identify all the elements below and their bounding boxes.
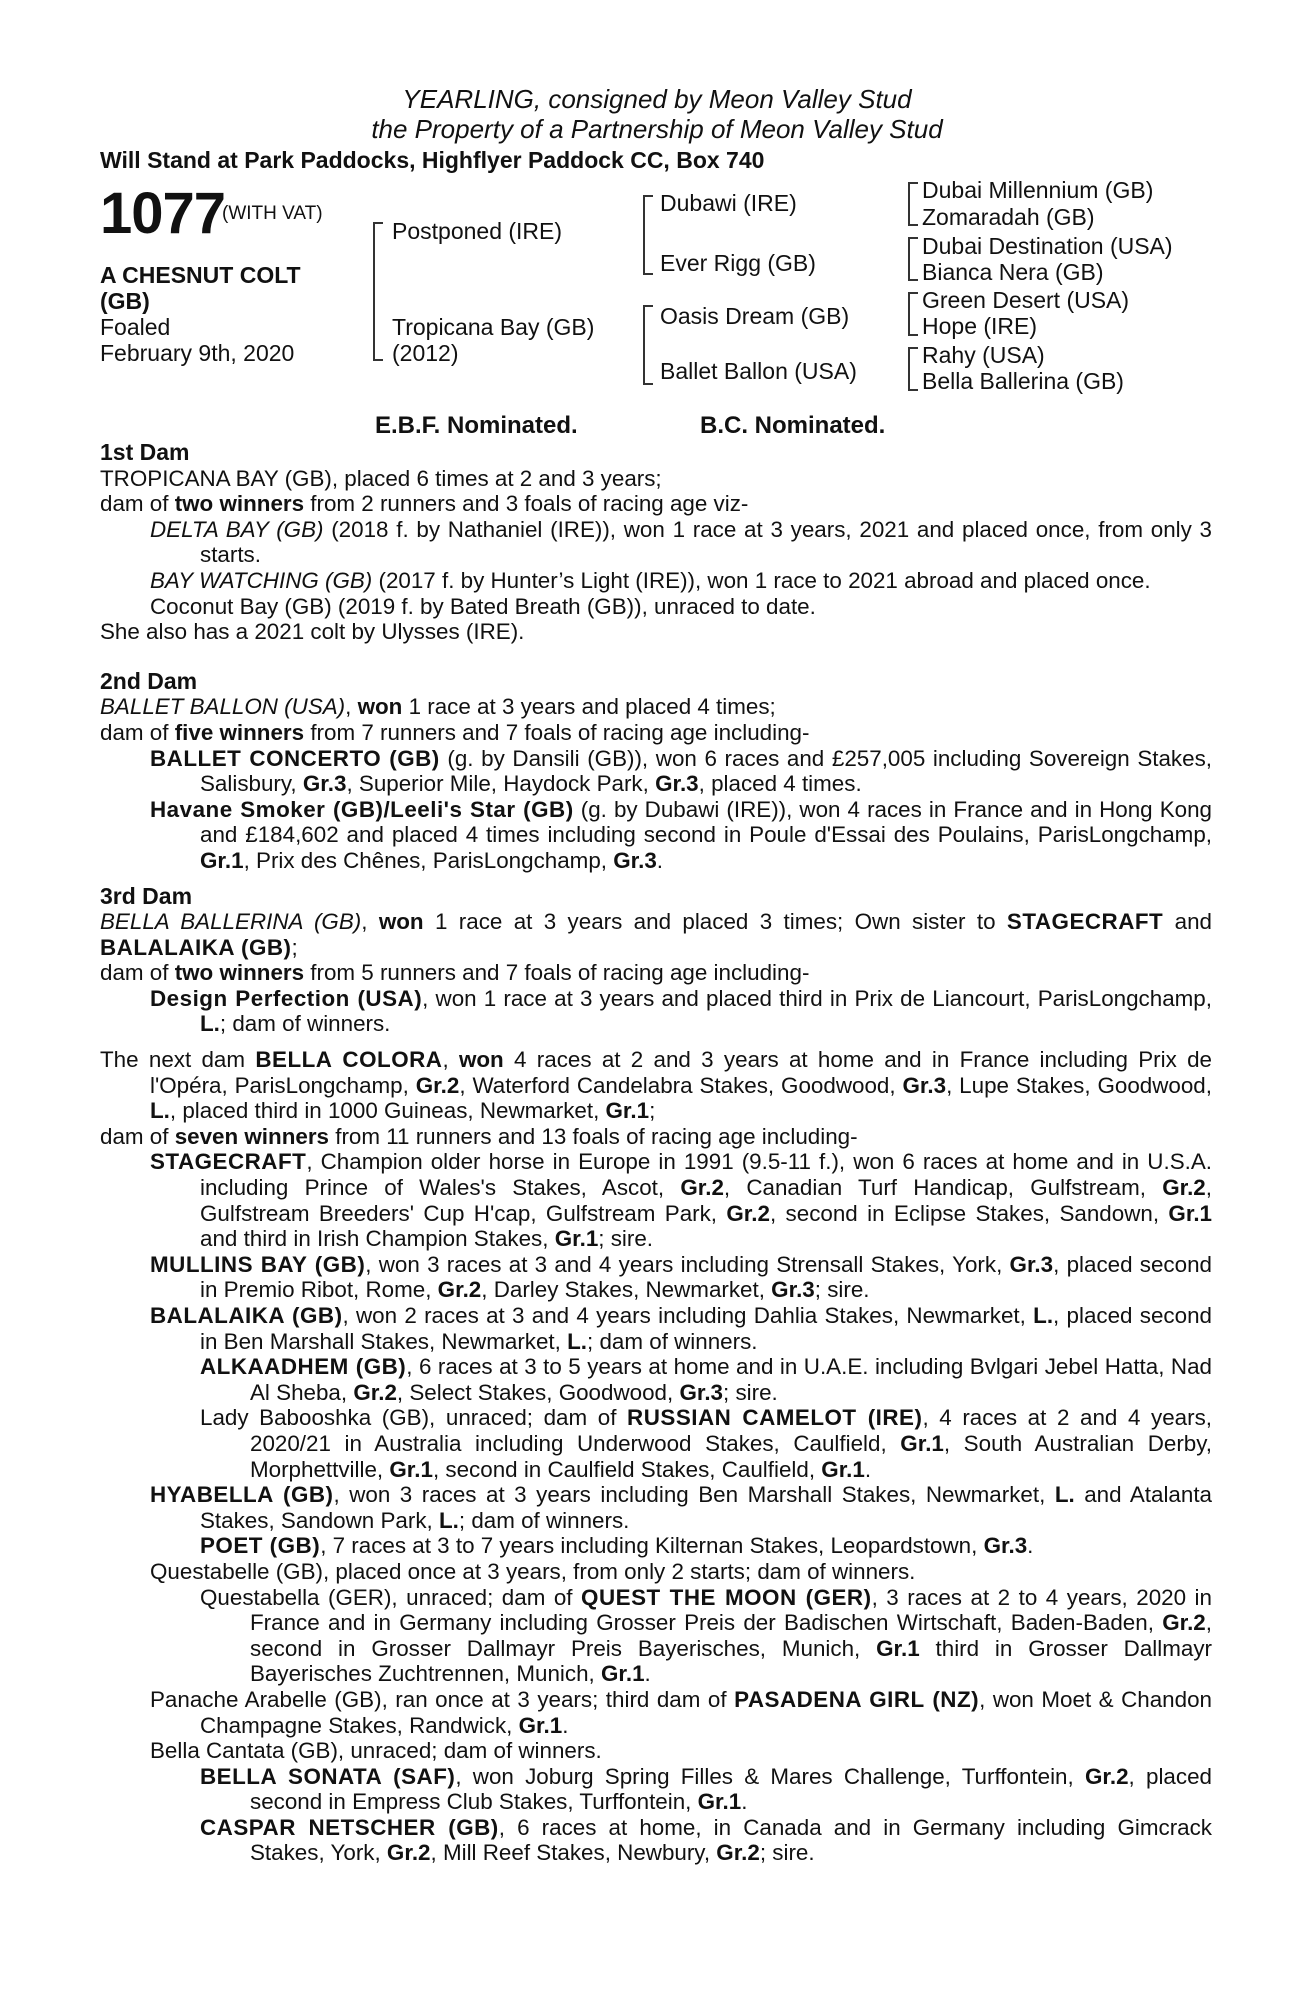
produce-entry: ALKAADHEM (GB), 6 races at 3 to 5 years at home and in U.A.E. including Bvlgari Jebel Hatta, Nad Al Sheba, Gr.2, Select Stakes, Goodwood, Gr.3; sire. — [200, 1354, 1212, 1405]
catalogue-body — [100, 440, 1212, 1866]
produce-entry: Havane Smoker (GB)/Leeli's Star (GB) (g. by Dubawi (IRE)), won 4 races in France and in Hong Kong and £184,602 and placed 4 times including second in Poule d'Essai des Poulains, ParisLongchamp, Gr.1, Prix des Chênes, ParisLongchamp, Gr.3. — [150, 796, 1212, 873]
second-dam-heading: 2nd Dam — [100, 667, 198, 694]
lot-description: A CHESNUT COLT — [100, 262, 301, 288]
pedigree-dam-dam: Ballet Ballon (USA) — [660, 358, 857, 384]
pedigree-sdd: Bianca Nera (GB) — [922, 259, 1104, 285]
pedigree-brace — [908, 292, 918, 336]
ebf-nomination: E.B.F. Nominated. — [375, 412, 578, 439]
foaled-label: Foaled — [100, 314, 171, 340]
produce-entry: Questabella (GER), unraced; dam of QUEST THE MOON (GER), 3 races at 2 to 4 years, 2020 in France and in Germany including Grosser Preis der Badischen Wirtschaft, Baden-Baden, Gr.2, second in Grosser Dallmayr Preis Bayerisches, Munich, Gr.1 third in Grosser Dallmayr Bayerisches Zuchtrennen, Munich, Gr.1. — [200, 1584, 1212, 1687]
produce-note: She also has a 2021 colt by Ulysses (IRE). — [100, 619, 525, 645]
third-dam-heading: 3rd Dam — [100, 882, 193, 909]
pedigree-sire-sire: Dubawi (IRE) — [660, 190, 797, 216]
consignor-line: YEARLING, consigned by Meon Valley Stud — [402, 84, 912, 114]
produce-entry: Questabelle (GB), placed once at 3 years, from only 2 starts; dam of winners. — [150, 1558, 916, 1584]
next-dam-produce-summary: dam of seven winners from 11 runners and 13 foals of racing age including- — [100, 1123, 858, 1149]
produce-entry: CASPAR NETSCHER (GB), 6 races at home, in Canada and in Germany including Gimcrack Stakes, York, Gr.2, Mill Reef Stakes, Newbury, Gr.2; sire. — [200, 1814, 1212, 1866]
pedigree-ddd: Bella Ballerina (GB) — [922, 368, 1124, 394]
pedigree-brace — [373, 222, 383, 361]
pedigree-dds: Rahy (USA) — [922, 342, 1045, 368]
property-line: the Property of a Partnership of Meon Valley Stud — [371, 114, 943, 144]
pedigree-sire-dam: Ever Rigg (GB) — [660, 250, 816, 276]
pedigree-ssd: Zomaradah (GB) — [922, 204, 1095, 230]
pedigree-brace — [908, 347, 918, 391]
pedigree-sds: Dubai Destination (USA) — [922, 233, 1173, 259]
stand-location: Will Stand at Park Paddocks, Highflyer Paddock CC, Box 740 — [100, 147, 765, 173]
lot-origin: (GB) — [100, 288, 150, 314]
produce-entry: MULLINS BAY (GB), won 3 races at 3 and 4 years including Strensall Stakes, York, Gr.3, placed second in Premio Ribot, Rome, Gr.2, Darley Stakes, Newmarket, Gr.3; sire. — [150, 1251, 1212, 1303]
produce-entry: BALLET CONCERTO (GB) (g. by Dansili (GB)), won 6 races and £257,005 including Sovereign Stakes, Salisbury, Gr.3, Superior Mile, Haydock Park, Gr.3, placed 4 times. — [150, 745, 1212, 797]
pedigree-dam-sire: Oasis Dream (GB) — [660, 303, 850, 329]
first-dam-heading: 1st Dam — [100, 439, 190, 465]
produce-entry: POET (GB), 7 races at 3 to 7 years including Kilternan Stakes, Leopardstown, Gr.3. — [200, 1533, 1034, 1559]
produce-entry: Coconut Bay (GB) (2019 f. by Bated Breath (GB)), unraced to date. — [150, 593, 816, 619]
pedigree-brace — [908, 182, 918, 226]
produce-entry: BELLA SONATA (SAF), won Joburg Spring Filles & Mares Challenge, Turffontein, Gr.2, placed second in Empress Club Stakes, Turffontein, Gr.1. — [200, 1763, 1212, 1815]
pedigree-dam-year: (2012) — [392, 340, 459, 366]
vat-note: (WITH VAT) — [222, 203, 323, 224]
second-dam-produce-summary: dam of five winners from 7 runners and 7 foals of racing age including- — [100, 719, 810, 745]
produce-entry: Bella Cantata (GB), unraced; dam of winners. — [150, 1738, 602, 1764]
produce-entry: DELTA BAY (GB) (2018 f. by Nathaniel (IRE)), won 1 race at 3 years, 2021 and placed once, from only 3 starts. — [150, 516, 1213, 568]
produce-entry: Lady Babooshka (GB), unraced; dam of RUSSIAN CAMELOT (IRE), 4 races at 2 and 4 years, 2020/21 in Australia including Underwood Stakes, Caulfield, Gr.1, South Australian Derby, Morphettville, Gr.1, second in Caulfield Stakes, Caulfield, Gr.1. — [200, 1405, 1212, 1482]
produce-entry: HYABELLA (GB), won 3 races at 3 years including Ben Marshall Stakes, Newmarket, L. and Atalanta Stakes, Sandown Park, L.; dam of winners. — [150, 1482, 1212, 1533]
third-dam-produce-summary: dam of two winners from 5 runners and 7 foals of racing age including- — [100, 960, 810, 986]
produce-entry: STAGECRAFT, Champion older horse in Europe in 1991 (9.5-11 f.), won 6 races at home and in U.S.A. including Prince of Wales's Stakes, Ascot, Gr.2, Canadian Turf Handicap, Gulfstream, Gr.2, Gulfstream Breeders' Cup H'cap, Gulfstream Park, Gr.2, second in Eclipse Stakes, Sandown, Gr.1 and third in Irish Champion Stakes, Gr.1; sire. — [150, 1149, 1212, 1252]
produce-entry: BAY WATCHING (GB) (2017 f. by Hunter’s Light (IRE)), won 1 race to 2021 abroad and placed once. — [150, 567, 1151, 593]
foaled-date: February 9th, 2020 — [100, 340, 295, 366]
produce-entry: BALALAIKA (GB), won 2 races at 3 and 4 years including Dahlia Stakes, Newmarket, L., placed second in Ben Marshall Stakes, Newmarket, L.; dam of winners. — [150, 1303, 1212, 1354]
second-dam-record: BALLET BALLON (USA), won 1 race at 3 years and placed 4 times; — [100, 694, 776, 720]
next-dam-record: The next dam BELLA COLORA, won 4 races at 2 and 3 years at home and in France including Prix de l'Opéra, ParisLongchamp, Gr.2, Waterford Candelabra Stakes, Goodwood, Gr.3, Lupe Stakes, Goodwood, L., placed third in 1000 Guineas, Newmarket, Gr.1; — [100, 1047, 1212, 1124]
first-dam-record: TROPICANA BAY (GB), placed 6 times at 2 and 3 years; — [100, 465, 662, 491]
produce-entry: Design Perfection (USA), won 1 race at 3 years and placed third in Prix de Liancourt, ParisLongchamp, L.; dam of winners. — [150, 985, 1212, 1037]
pedigree-brace — [908, 237, 918, 281]
pedigree-sire: Postponed (IRE) — [392, 218, 563, 244]
pedigree-dam: Tropicana Bay (GB) — [392, 314, 595, 340]
produce-entry: Panache Arabelle (GB), ran once at 3 years; third dam of PASADENA GIRL (NZ), won Moet & Chandon Champagne Stakes, Randwick, Gr.1. — [150, 1686, 1212, 1738]
pedigree-brace — [643, 305, 653, 385]
lot-number: 1077 — [100, 181, 226, 246]
pedigree-sss: Dubai Millennium (GB) — [922, 177, 1154, 203]
pedigree-dsd: Hope (IRE) — [922, 313, 1038, 339]
third-dam-record: BELLA BALLERINA (GB), won 1 race at 3 years and placed 3 times; Own sister to STAGECRAFT and BALALAIKA (GB); — [100, 909, 1212, 960]
pedigree-brace — [643, 195, 653, 275]
first-dam-produce-summary: dam of two winners from 2 runners and 3 foals of racing age viz- — [100, 491, 749, 517]
bc-nomination: B.C. Nominated. — [700, 412, 886, 439]
pedigree-dss: Green Desert (USA) — [922, 287, 1130, 313]
